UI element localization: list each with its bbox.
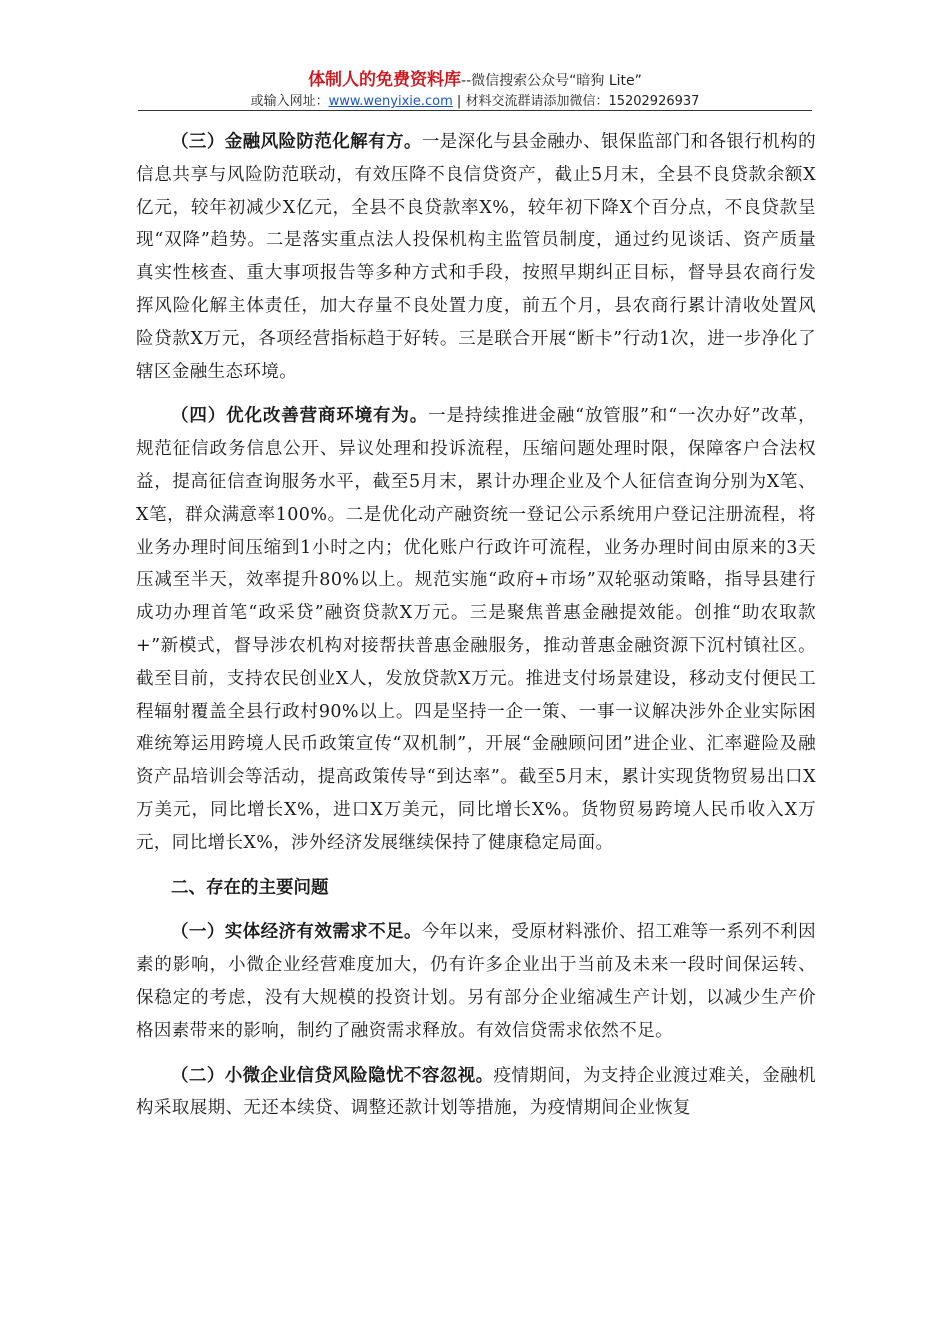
paragraph-body: 疫情期间，为支持企业渡过难关，金融机构采取展期、无还本续贷、调整还款计划等措施，为疫情期间企业恢复 — [136, 1065, 817, 1119]
header-divider — [138, 110, 812, 111]
paragraph-lead: （四）优化改善营商环境有为。 — [171, 406, 429, 427]
header-contact: | 材料交流群请添加微信：15202926937 — [452, 94, 700, 109]
paragraph-risk-prevention — [136, 126, 816, 388]
header-tagline: --微信搜索公众号“暗狗 Lite” — [461, 73, 642, 89]
header-url-prefix: 或输入网址： — [250, 94, 329, 109]
document-body — [136, 126, 816, 1137]
paragraph-body: 一是深化与县金融办、银保监部门和各银行机构的信息共享与风险防范联动，有效压降不良信贷资产，截止5月末，全县不良贷款余额X亿元，较年初减少X亿元，全县不良贷款率X%，较年初下降X个百分点，不良贷款呈现“双降”趋势。二是落实重点法人投保机构主监管员制度，通过约见谈话、资产质量真实性核查、重大事项报告等多种方式和手段，按照早期纠正目标，督导县农商行发挥风险化解主体责任，加大存量不良处置力度，前五个月，县农商行累计清收处置风险贷款X万元，各项经营指标趋于好转。三是联合开展“断卡”行动1次，进一步净化了辖区金融生态环境。 — [136, 132, 816, 382]
page-header — [138, 70, 812, 111]
paragraph-lead: （二）小微企业信贷风险隐忧不容忽视。 — [171, 1065, 494, 1086]
header-line-1 — [138, 70, 812, 91]
paragraph-lead: （三）金融风险防范化解有方。 — [171, 132, 422, 152]
header-brand: 体制人的免费资料库 — [308, 70, 462, 90]
paragraph-body: 一是持续推进金融“放管服”和“一次办好”改革，规范征信政务信息公开、异议处理和投诉流程，压缩问题处理时限，保障客户合法权益，提高征信查询服务水平，截至5月末，累计办理企业及个人征信查询分别为X笔、X笔，群众满意率100%。二是优化动产融资统一登记公示系统用户登记注册流程，将业务办理时间压缩到1小时之内；优化账户行政许可流程，业务办理时间由原来的3天压减至半天，效率提升80%以上。规范实施“政府+市场”双轮驱动策略，指导县建行成功办理首笔“政采贷”融资贷款X万元。三是聚焦普惠金融提效能。创推“助农取款+”新模式，督导涉农机构对接帮扶普惠金融服务，推动普惠金融资源下沉村镇社区。截至目前，支持农民创业X人，发放贷款X万元。推进支付场景建设，移动支付便民工程辐射覆盖全县行政村90%以上。四是坚持一企一策、一事一议解决涉外企业实际困难统筹运用跨境人民币政策宣传“双机制”，开展“金融顾问团”进企业、汇率避险及融资产品培训会等活动，提高政策传导“到达率”。截至5月末，累计实现货物贸易出口X万美元，同比增长X%，进口X万美元，同比增长X%。货物贸易跨境人民币收入X万元，同比增长X%，涉外经济发展继续保持了健康稳定局面。 — [136, 406, 816, 853]
header-url-link[interactable]: www.wenyixie.com — [328, 94, 453, 109]
paragraph-credit-risk — [136, 1060, 816, 1126]
paragraph-demand-shortfall — [136, 916, 816, 1047]
section-heading: 二、存在的主要问题 — [171, 877, 329, 898]
paragraph-body: 今年以来，受原材料涨价、招工难等一系列不利因素的影响，小微企业经营难度加大，仍有许多企业出于当前及未来一段时间保运转、保稳定的考虑，没有大规模的投资计划。另有部分企业缩减生产计划，以减少生产价格因素带来的影响，制约了融资需求释放。有效信贷需求依然不足。 — [136, 922, 816, 1041]
header-line-2 — [138, 93, 812, 111]
paragraph-business-environment — [136, 400, 816, 859]
paragraph-lead: （一）实体经济有效需求不足。 — [171, 922, 422, 943]
